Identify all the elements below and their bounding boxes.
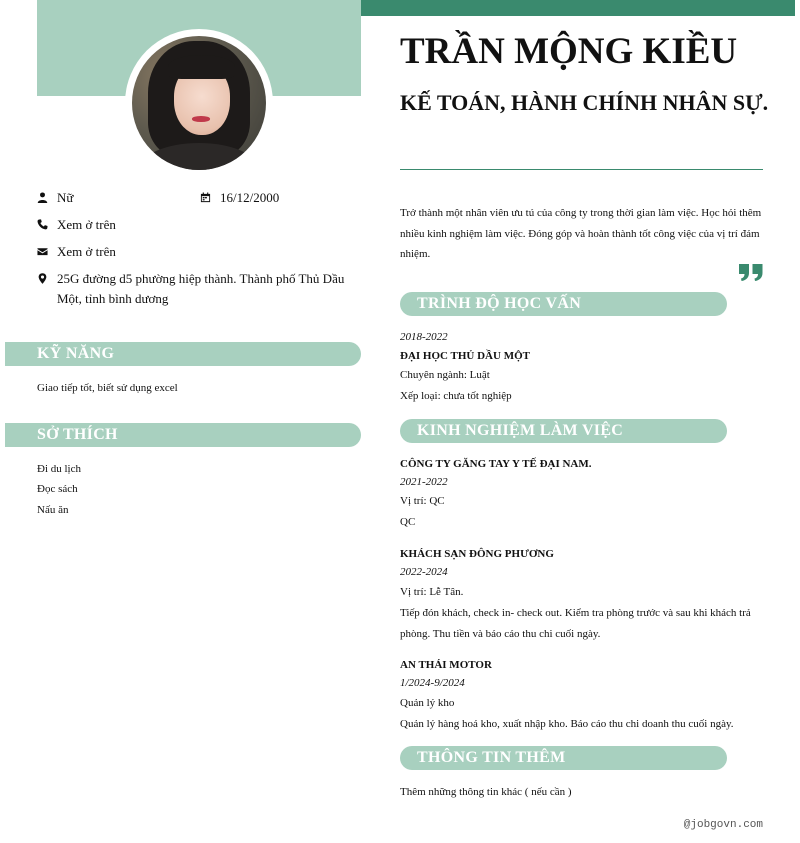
career-objective: Trở thành một nhân viên ưu tú của công ty trong thời gian làm việc. Học hỏi thêm nhiều kinh nghiệm làm việc. Đóng góp và hoàn thành tốt công việc của vị trí đảm nhiệm. [400,207,762,260]
address-row [37,269,357,309]
email-row [37,242,116,262]
gender-value: Nữ [57,190,74,205]
profile-photo [132,36,266,170]
experience-position: Vị trí: QC [400,495,445,507]
experience-date: 2022-2024 [400,566,448,578]
phone-value: Xem ở trên [57,217,116,232]
experience-date: 1/2024-9/2024 [400,677,465,689]
phone-row [37,215,116,235]
birthdate-value: 16/12/2000 [220,190,280,205]
hobby-item: Nấu ăn [37,504,69,516]
job-title: KẾ TOÁN, HÀNH CHÍNH NHÂN SỰ. [400,90,769,115]
envelope-icon [37,242,57,257]
watermark: @jobgovn.com [683,819,763,831]
experience-description: QC [400,516,416,528]
education-major: Chuyên ngành: Luật [400,369,490,381]
hobby-item: Đi du lịch [37,463,81,475]
user-icon [37,188,57,203]
experience-description: Tiếp đón khách, check in- check out. Kiểm tra phòng trước và sau khi khách trả phòng. Thu tiền và báo cáo thu chi cuối ngày. [400,607,751,640]
skill-item: Giao tiếp tốt, biết sử dụng excel [37,382,178,394]
skills-heading: KỸ NĂNG [5,342,361,366]
experience-company: AN THÁI MOTOR [400,659,492,671]
experience-position: Vị trí: Lễ Tân. [400,586,464,598]
map-pin-icon [37,269,57,284]
address-value: 25G đường d5 phường hiệp thành. Thành phố Thủ Dầu Một, tỉnh bình dương [57,271,345,306]
education-school: ĐẠI HỌC THỦ DẦU MỘT [400,350,530,362]
experience-company: KHÁCH SẠN ĐÔNG PHƯƠNG [400,548,554,560]
gender-row [37,188,73,208]
additional-info-heading: THÔNG TIN THÊM [400,746,727,770]
divider [400,169,763,170]
experience-position: Quản lý kho [400,697,455,709]
education-rank: Xếp loại: chưa tốt nghiệp [400,390,512,402]
hobbies-heading: SỞ THÍCH [5,423,361,447]
avatar [125,29,273,177]
quote-icon [737,256,765,284]
phone-icon [37,215,57,230]
hobby-item: Đọc sách [37,483,78,495]
education-date: 2018-2022 [400,331,448,343]
email-value: Xem ở trên [57,244,116,259]
experience-company: CÔNG TY GĂNG TAY Y TẾ ĐẠI NAM. [400,458,592,470]
experience-heading: KINH NGHIỆM LÀM VIỆC [400,419,727,443]
candidate-name: TRẦN MỘNG KIỀU [400,31,738,72]
education-heading: TRÌNH ĐỘ HỌC VẤN [400,292,727,316]
experience-date: 2021-2022 [400,476,448,488]
additional-info-text: Thêm những thông tin khác ( nếu cần ) [400,786,572,798]
birthdate-row [200,188,279,208]
experience-description: Quản lý hàng hoá kho, xuất nhập kho. Báo cáo thu chi doanh thu cuối ngày. [400,718,734,730]
top-accent-bar [361,0,795,16]
calendar-icon [200,188,220,203]
